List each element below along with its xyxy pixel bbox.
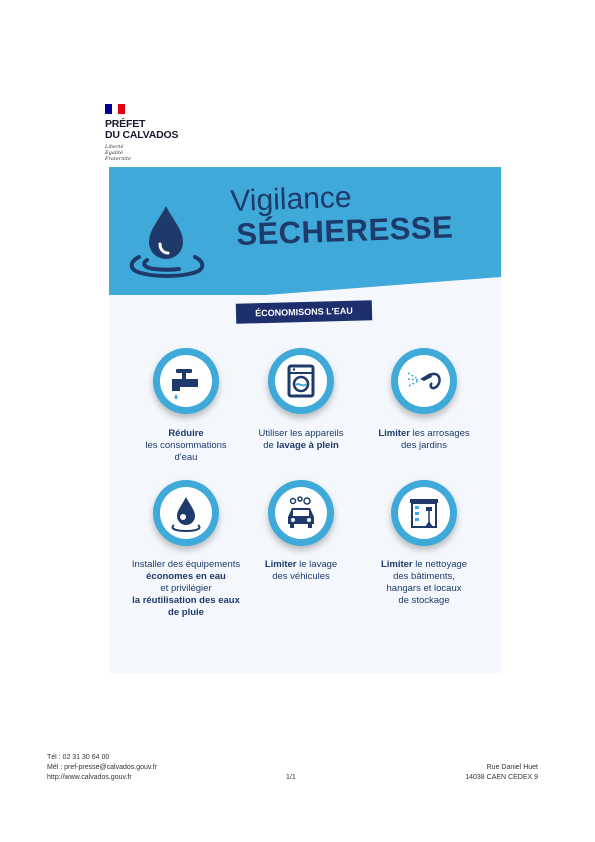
caption-3-part2: les arrosages bbox=[412, 428, 470, 439]
motto-fraternite: Fraternité bbox=[105, 156, 131, 162]
footer-contact bbox=[47, 753, 157, 783]
action-icon-drop bbox=[153, 480, 219, 546]
caption-3-part3: des jardins bbox=[401, 440, 447, 451]
action-caption-5 bbox=[231, 559, 371, 583]
building-icon bbox=[404, 493, 444, 533]
economisons-badge: ÉCONOMISONS L'EAU bbox=[236, 300, 372, 324]
hose-sprayer-icon bbox=[404, 361, 444, 401]
action-icon-hose bbox=[391, 348, 457, 414]
caption-4-part1: Installer des équipements bbox=[131, 559, 241, 570]
car-wash-icon bbox=[281, 493, 321, 533]
caption-6-part1: Limiter bbox=[380, 559, 413, 570]
prefecture-name-line2: DU CALVADOS bbox=[105, 129, 179, 141]
poster-title-vigilance: Vigilance bbox=[229, 180, 353, 219]
water-drop-icon bbox=[166, 493, 206, 533]
caption-5-part3: des véhicules bbox=[272, 571, 330, 582]
caption-4-part4: la réutilisation des eaux bbox=[132, 595, 240, 606]
prefecture-name-line1: PRÉFET bbox=[105, 118, 146, 130]
caption-1-part1: Réduire bbox=[168, 428, 204, 439]
caption-5-part1: Limiter bbox=[264, 559, 297, 570]
motto-liberte: Liberté bbox=[105, 144, 124, 150]
caption-6-part2: le nettoyage bbox=[415, 559, 468, 570]
action-icon-washing-machine bbox=[268, 348, 334, 414]
caption-6-part5: de stockage bbox=[398, 595, 450, 606]
caption-5-part2: le lavage bbox=[299, 559, 338, 570]
caption-6-part4: hangars et locaux bbox=[386, 583, 462, 594]
caption-2-part1: Utiliser les appareils bbox=[258, 428, 344, 439]
footer-address bbox=[440, 763, 538, 783]
footer-address-line1: Rue Daniel Huet bbox=[486, 764, 538, 771]
republic-motto bbox=[105, 144, 178, 162]
action-caption-3 bbox=[354, 428, 494, 452]
poster-title-secheresse: SÉCHERESSE bbox=[235, 209, 454, 253]
footer-web: http://www.calvados.gouv.fr bbox=[47, 774, 132, 781]
action-icon-car bbox=[268, 480, 334, 546]
caption-2-part2: de bbox=[263, 440, 274, 451]
motto-egalite: Égalité bbox=[105, 150, 123, 156]
footer-tel: Tél : 02 31 30 64 00 bbox=[47, 754, 110, 761]
prefecture-name bbox=[105, 119, 178, 141]
footer-address-line2: 14038 CAEN CEDEX 9 bbox=[465, 774, 538, 781]
tricolor-flag bbox=[105, 104, 125, 114]
footer-mail: Mél : pref-presse@calvados.gouv.fr bbox=[47, 764, 158, 771]
caption-1-part2: les consommations bbox=[145, 440, 227, 451]
caption-2-part3: lavage à plein bbox=[276, 440, 339, 451]
action-caption-6 bbox=[354, 559, 494, 607]
caption-4-part5: de pluie bbox=[168, 607, 204, 618]
faucet-icon bbox=[166, 361, 206, 401]
caption-3-part1: Limiter bbox=[378, 428, 410, 439]
action-icon-faucet bbox=[153, 348, 219, 414]
caption-4-part2: économes en eau bbox=[146, 571, 226, 582]
action-caption-2 bbox=[231, 428, 371, 452]
water-drop-ripples-icon bbox=[119, 202, 214, 282]
footer-page-number: 1/1 bbox=[286, 774, 296, 781]
action-icon-building bbox=[391, 480, 457, 546]
drought-poster bbox=[109, 167, 501, 673]
caption-6-part3: des bâtiments, bbox=[393, 571, 455, 582]
washing-machine-icon bbox=[281, 361, 321, 401]
caption-1-part3: d'eau bbox=[174, 452, 198, 463]
prefecture-logo bbox=[105, 104, 178, 162]
caption-4-part3: et privilégier bbox=[160, 583, 212, 594]
